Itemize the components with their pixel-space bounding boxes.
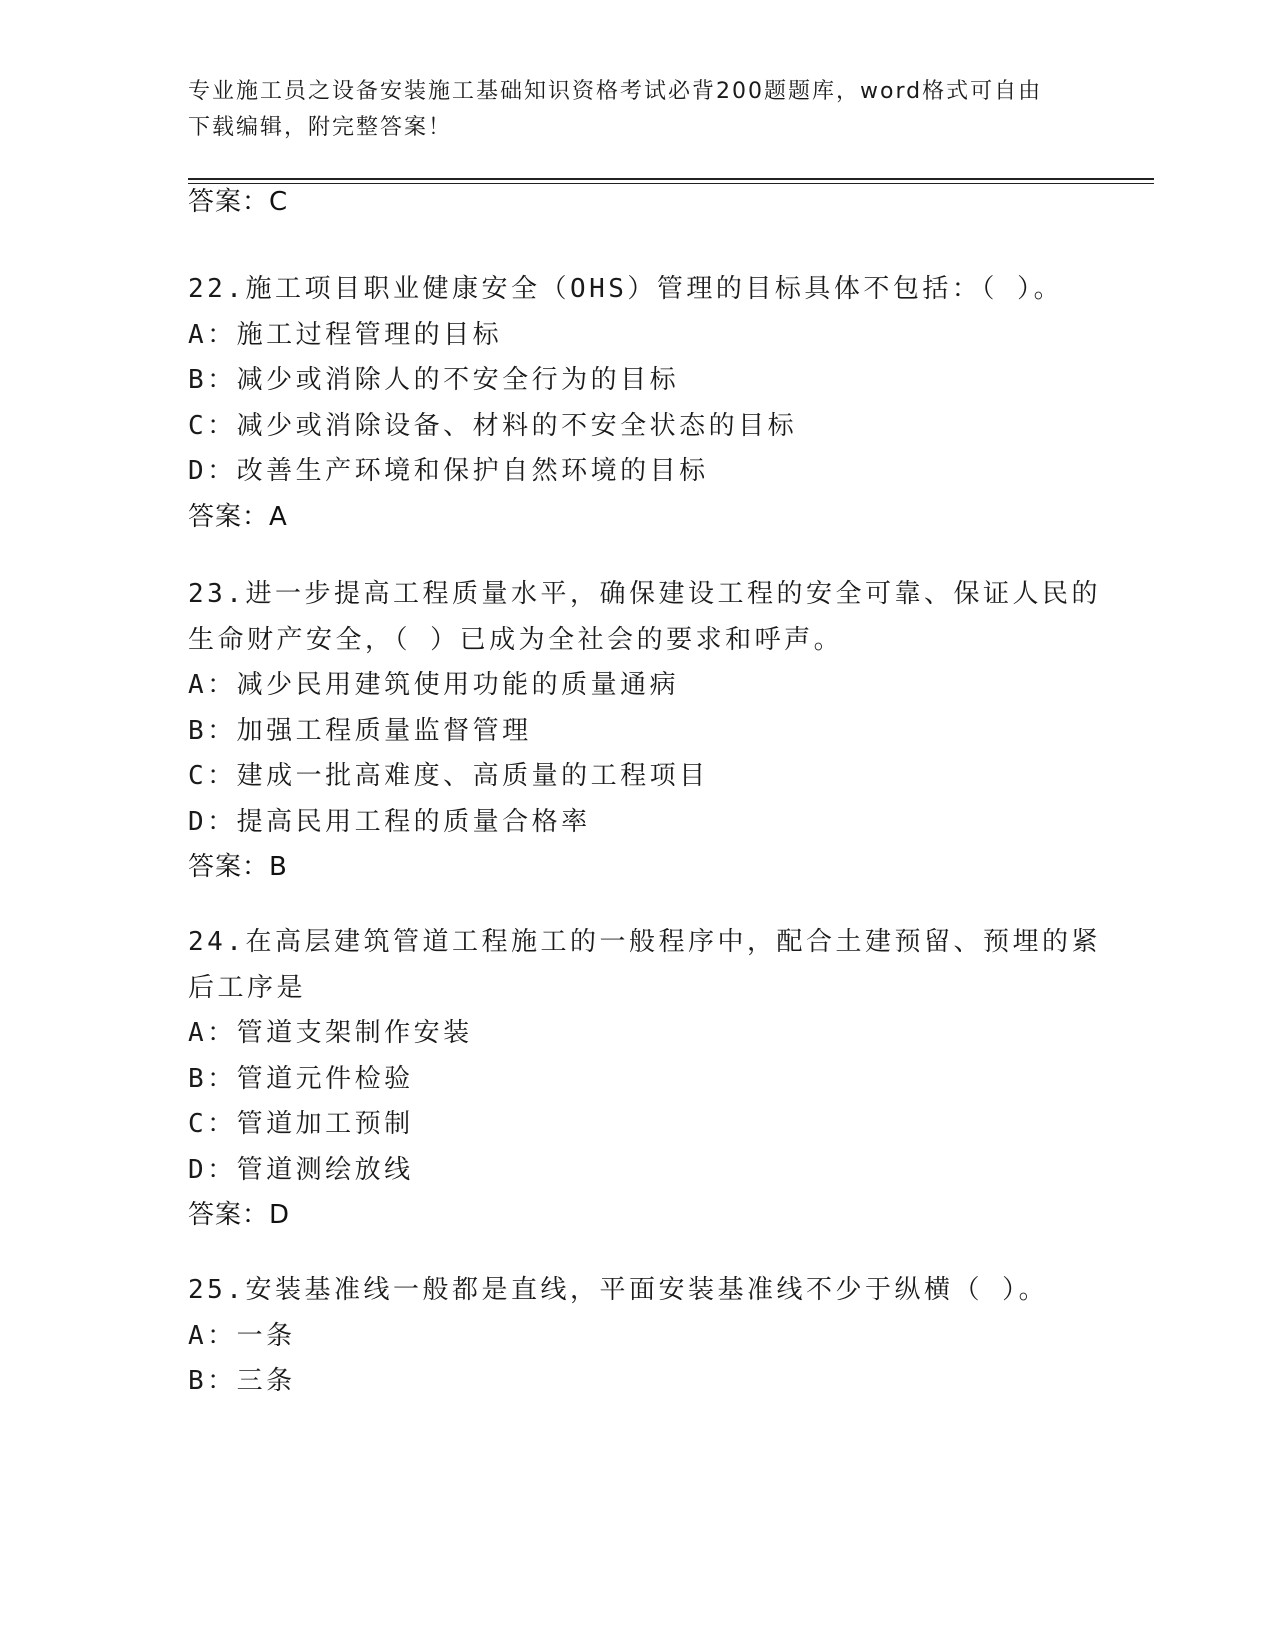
option-b: B：三条 bbox=[188, 1366, 296, 1396]
option-b: B：管道元件检验 bbox=[188, 1063, 414, 1094]
option-c: C：管道加工预制 bbox=[188, 1109, 414, 1139]
option-a: A：施工过程管理的目标 bbox=[188, 319, 503, 350]
question-stem: 22.施工项目职业健康安全（OHS）管理的目标具体不包括：（ ）。 bbox=[188, 274, 1064, 304]
option-b: B：加强工程质量监督管理 bbox=[188, 715, 532, 746]
option-b: B：减少或消除人的不安全行为的目标 bbox=[188, 365, 680, 395]
question-stem-line-1: 24.在高层建筑管道工程施工的一般程序中，配合土建预留、预埋的紧 bbox=[188, 927, 1101, 957]
header-line-1: 专业施工员之设备安装施工基础知识资格考试必背200题题库，word格式可自由 bbox=[188, 79, 1043, 104]
header-line-2: 下载编辑，附完整答案！ bbox=[188, 115, 453, 140]
option-a: A：管道支架制作安装 bbox=[188, 1018, 473, 1048]
option-a: A：减少民用建筑使用功能的质量通病 bbox=[188, 670, 680, 700]
answer-label: 答案：D bbox=[188, 1200, 291, 1230]
question-24 bbox=[188, 920, 1108, 1239]
question-25 bbox=[188, 1268, 1108, 1405]
answer-label: 答案：C bbox=[188, 187, 289, 217]
answer-label: 答案：B bbox=[188, 852, 288, 882]
question-stem: 25.安装基准线一般都是直线，平面安装基准线不少于纵横（ ）。 bbox=[188, 1275, 1049, 1305]
question-stem-line-2: 后工序是 bbox=[188, 972, 307, 1003]
option-d: D：改善生产环境和保护自然环境的目标 bbox=[188, 456, 709, 486]
question-stem-line-1: 23.进一步提高工程质量水平，确保建设工程的安全可靠、保证人民的 bbox=[188, 579, 1101, 609]
option-c: C：建成一批高难度、高质量的工程项目 bbox=[188, 761, 709, 791]
previous-answer-block bbox=[188, 180, 1108, 226]
document-header bbox=[188, 74, 1088, 146]
answer-label: 答案：A bbox=[188, 501, 288, 532]
option-a: A：一条 bbox=[188, 1320, 296, 1351]
option-d: D：管道测绘放线 bbox=[188, 1154, 414, 1185]
question-stem-line-2: 生命财产安全，（ ）已成为全社会的要求和呼声。 bbox=[188, 624, 844, 655]
option-d: D：提高民用工程的质量合格率 bbox=[188, 806, 591, 837]
question-22 bbox=[188, 267, 1108, 540]
question-23 bbox=[188, 572, 1108, 891]
option-c: C：减少或消除设备、材料的不安全状态的目标 bbox=[188, 410, 798, 441]
